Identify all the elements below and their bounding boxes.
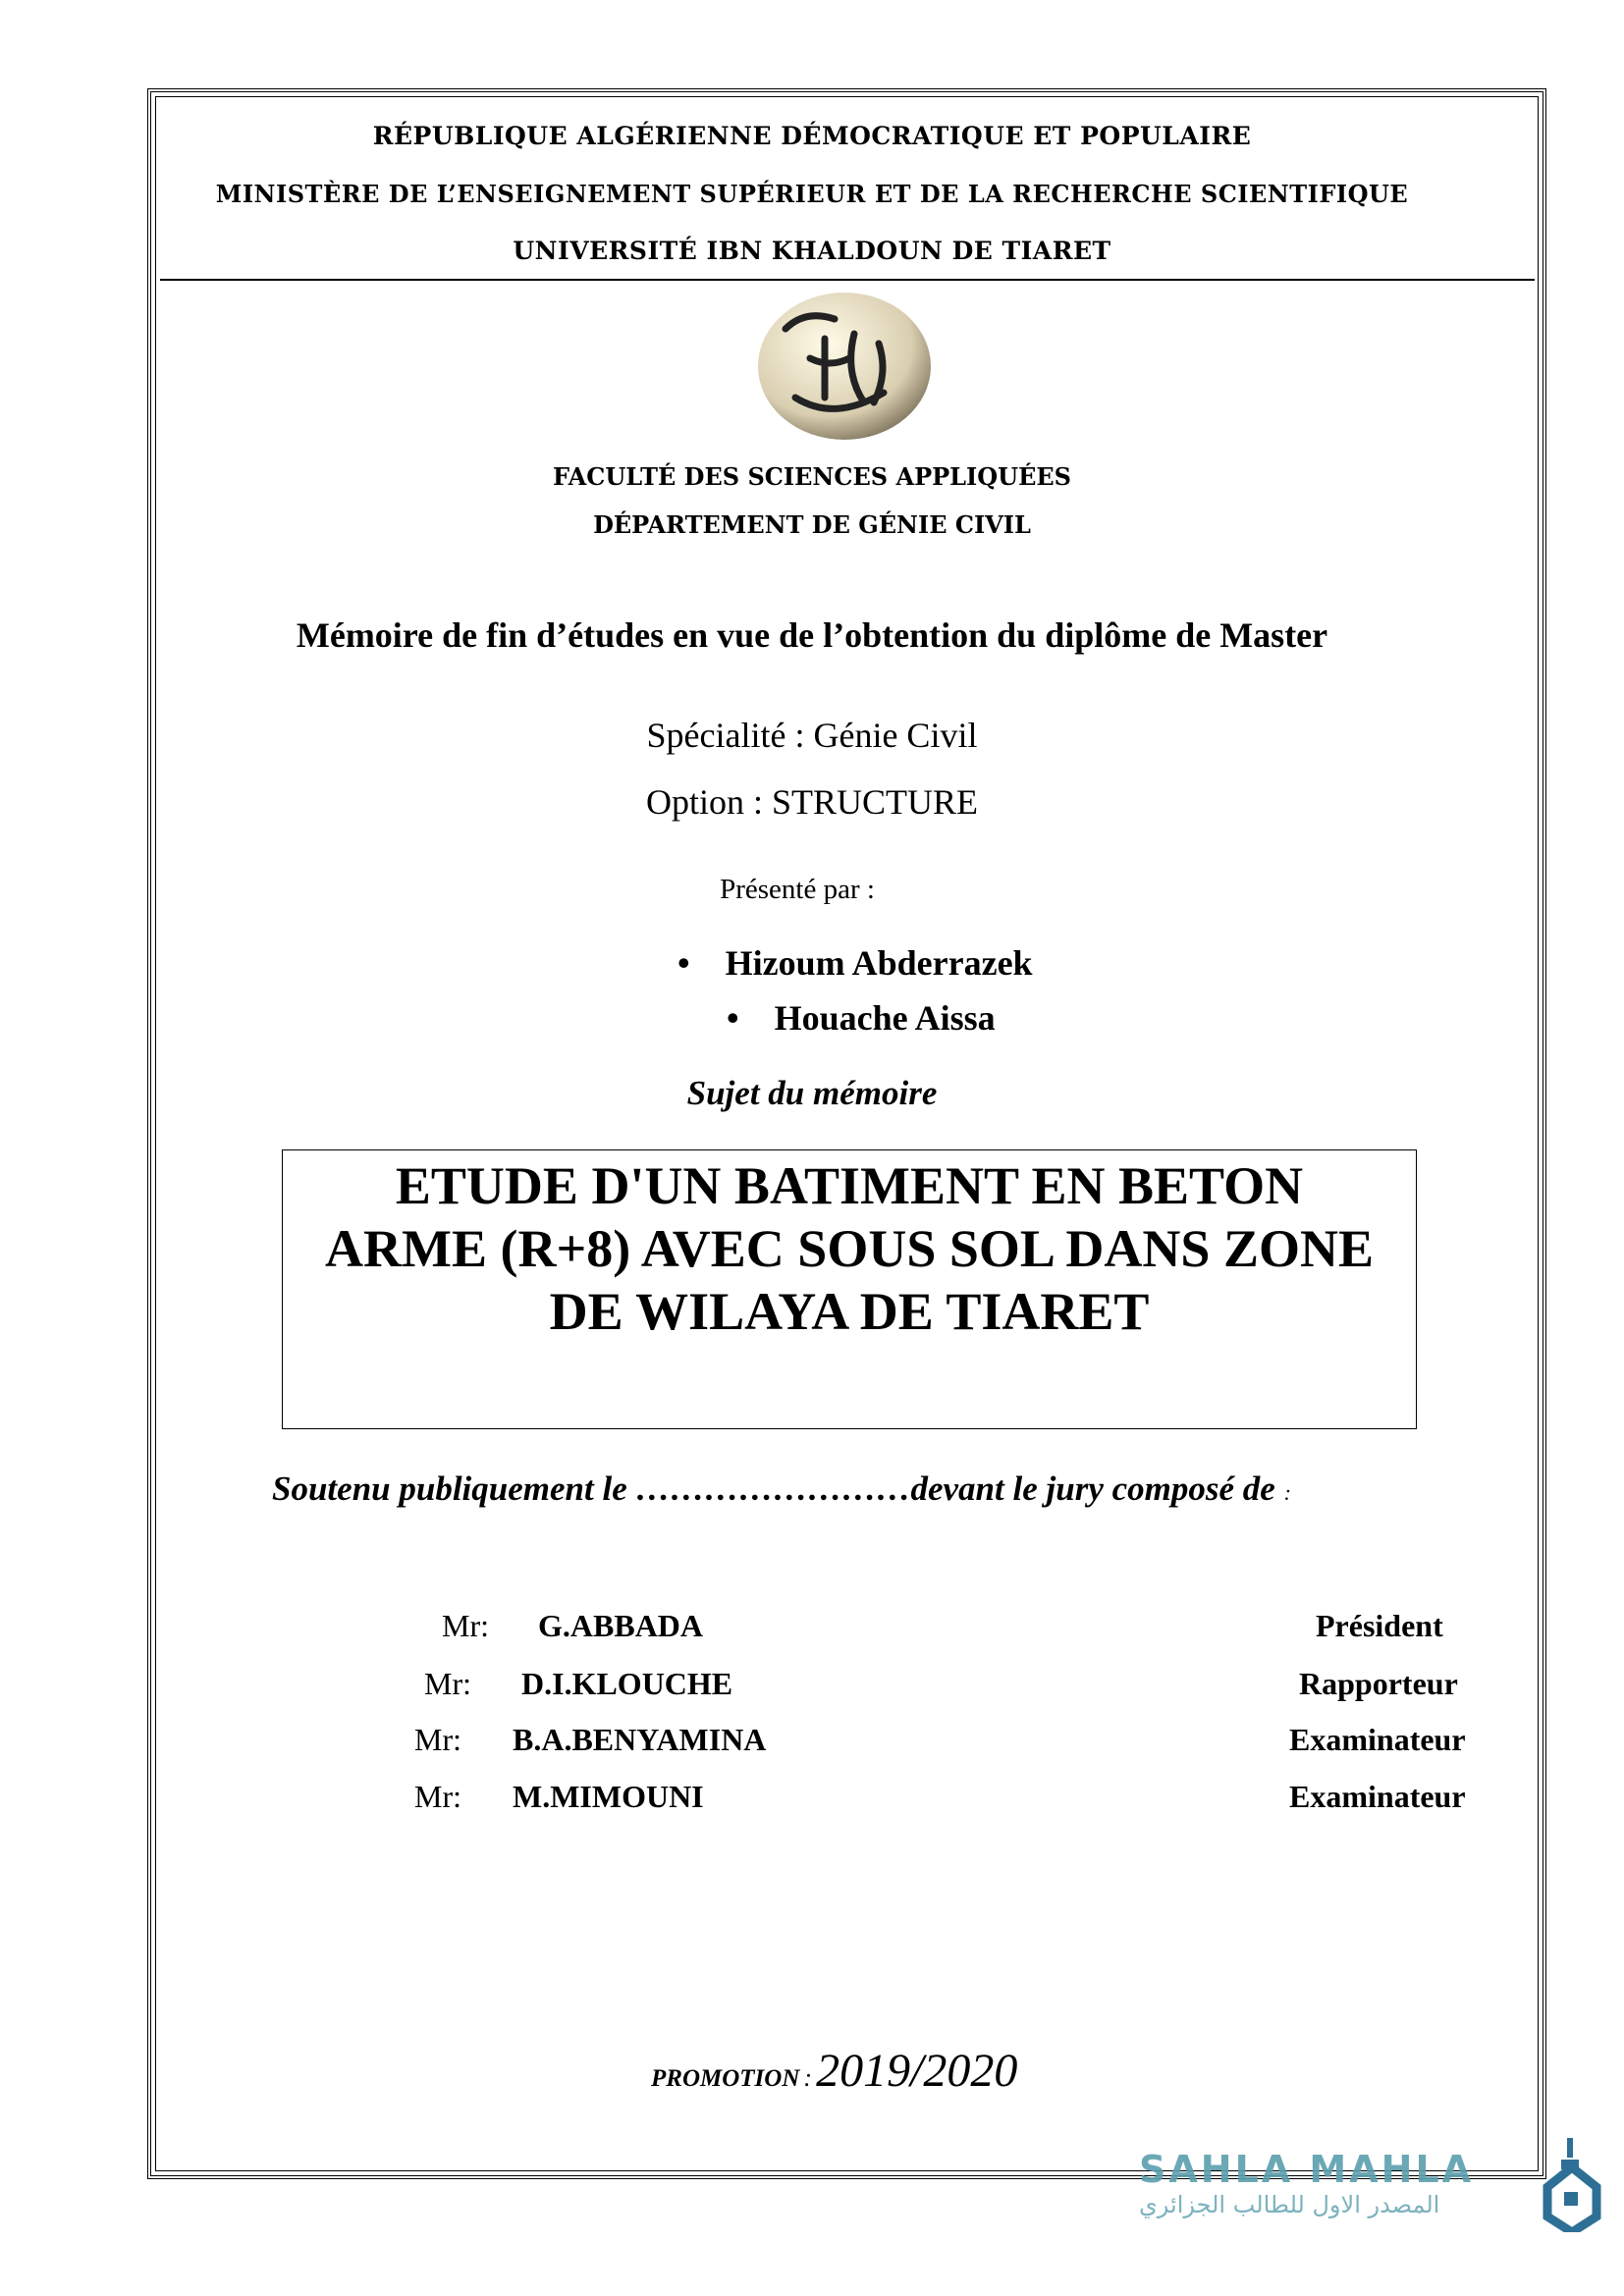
jury-role: Examinateur (1289, 1779, 1466, 1814)
soutenu-colon: : (1283, 1480, 1291, 1505)
header-universite: UNIVERSITÉ IBN KHALDOUN DE TIARET (513, 237, 1111, 265)
presente-par: Présenté par : (720, 874, 875, 905)
title-line: ARME (R+8) AVEC SOUS SOL DANS ZONE (325, 1219, 1374, 1278)
specialite: Spécialité : Génie Civil (646, 716, 978, 755)
department: DÉPARTEMENT DE GÉNIE CIVIL (593, 510, 1031, 539)
promotion-year: 2019/2020 (816, 2045, 1018, 2097)
author-name: Hizoum Abderrazek (725, 943, 1033, 983)
thesis-title (282, 1154, 1417, 1343)
jury-role: Président (1316, 1608, 1443, 1643)
watermark-tagline: المصدر الاول للطالب الجزائري (1139, 2191, 1440, 2218)
jury-prefix: Mr: (414, 1779, 461, 1814)
jury-name: G.ABBADA (538, 1608, 704, 1643)
header-republique: RÉPUBLIQUE ALGÉRIENNE DÉMOCRATIQUE ET POPULAIRE (372, 122, 1252, 150)
watermark-brand: SAHLA MAHLA (1139, 2148, 1475, 2191)
title-line: DE WILAYA DE TIARET (549, 1282, 1150, 1341)
soutenu-text: Soutenu publiquement le ……………………devant le jury composé de (272, 1469, 1275, 1508)
jury-name: M.MIMOUNI (513, 1779, 704, 1814)
jury-role: Rapporteur (1299, 1666, 1458, 1701)
header-ministere: MINISTÈRE DE L’ENSEIGNEMENT SUPÉRIEUR ET DE LA RECHERCHE SCIENTIFIQUE (215, 180, 1409, 208)
jury-prefix: Mr: (424, 1666, 471, 1701)
author-2: • Houache Aissa (727, 998, 996, 1038)
jury-name: B.A.BENYAMINA (513, 1722, 767, 1757)
university-logo (756, 290, 933, 442)
sahla-mahla-logo-icon (1540, 2138, 1604, 2237)
jury-name: D.I.KLOUCHE (521, 1666, 733, 1701)
jury-prefix: Mr: (442, 1608, 489, 1643)
option: Option : STRUCTURE (645, 782, 979, 822)
author-1: • Hizoum Abderrazek (677, 943, 1033, 983)
promotion-sep: : (803, 2063, 813, 2092)
faculty: FACULTÉ DES SCIENCES APPLIQUÉES (552, 462, 1072, 491)
promotion-label: PROMOTION (651, 2065, 800, 2092)
author-name: Houache Aissa (774, 998, 996, 1038)
sahla-mahla-watermark (1139, 2148, 1474, 2218)
promotion (651, 2044, 1017, 2098)
jury-role: Examinateur (1289, 1722, 1466, 1757)
sujet-label: Sujet du mémoire (686, 1074, 938, 1112)
header-divider (160, 279, 1535, 281)
jury-prefix: Mr: (414, 1722, 461, 1757)
title-line: ETUDE D'UN BATIMENT EN BETON (395, 1156, 1304, 1215)
soutenu-line (272, 1469, 1291, 1509)
memoire-subtitle: Mémoire de fin d’études en vue de l’obtention du diplôme de Master (296, 615, 1328, 655)
